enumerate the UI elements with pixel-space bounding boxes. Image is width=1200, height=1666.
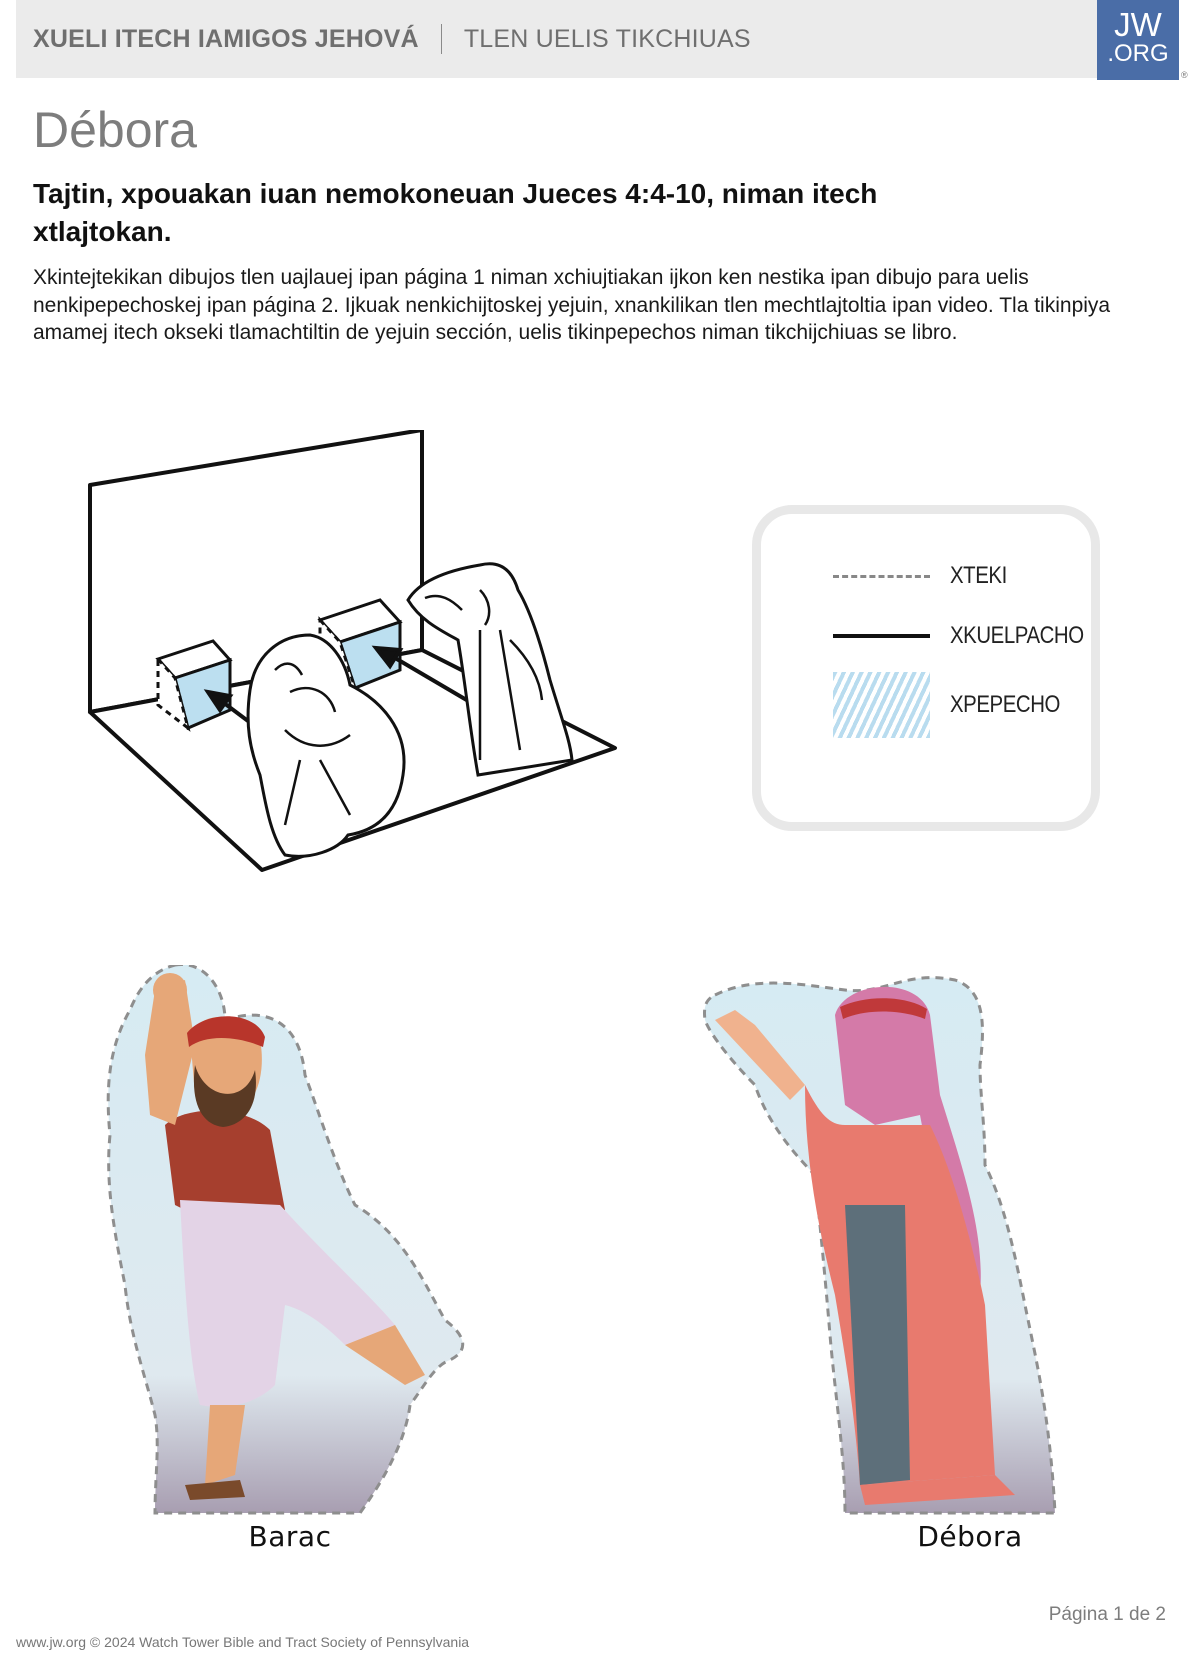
section-title: TLEN UELIS TIKCHIUAS [463,24,751,53]
series-title: XUELI ITECH IAMIGOS JEHOVÁ [33,24,419,53]
page-header [16,0,1106,78]
page-subtitle: Tajtin, xpouakan iuan nemokoneuan Jueces 4:4-10, niman itech xtlajtokan. [33,178,878,247]
barac-caption: Barac [248,1520,332,1553]
jw-org-logo[interactable] [1097,0,1179,80]
registered-mark: ® [1181,70,1188,80]
legend-fold-label: XKUELPACHO [950,622,1084,649]
dashed-line-icon [833,575,930,578]
header-divider [441,24,442,54]
logo-jw-text: JW [1114,6,1162,43]
barac-cutout [95,965,480,1520]
legend-row-cut [833,562,1017,590]
page-title: Débora [33,102,197,158]
legend-row-fold [833,622,1107,650]
legend-row-glue [833,672,1079,738]
legend-box [752,505,1100,831]
glue-area-icon [833,672,930,738]
copyright-notice[interactable]: www.jw.org © 2024 Watch Tower Bible and Tract Society of Pennsylvania [16,1634,470,1650]
legend-cut-label: XTEKI [950,562,1007,589]
instructions-text: Xkintejtekikan dibujos tlen uajlauej ipan página 1 niman xchiujtiakan ijkon ken nestika ipan dibujo para uelis nenkipepechoskej ipan página 2. Ijkuak nenkichijtoskej yejuin, xnankilikan tlen mechtlajtoltia ipan video. Tla tikinpiya amamej itech okseki tlamachtiltin de yejuin sección, uelis tikinpepechos niman tikchijchiuas se libro. [33,266,1111,344]
left-stand-box [158,641,230,728]
legend-glue-label: XPEPECHO [950,691,1060,718]
page-number: Página 1 de 2 [1048,1604,1166,1625]
logo-org-text: .ORG [1107,40,1169,67]
assembly-diagram [80,430,620,900]
debora-cutout [695,975,1105,1520]
solid-line-icon [833,634,930,638]
debora-caption: Débora [917,1520,1023,1553]
